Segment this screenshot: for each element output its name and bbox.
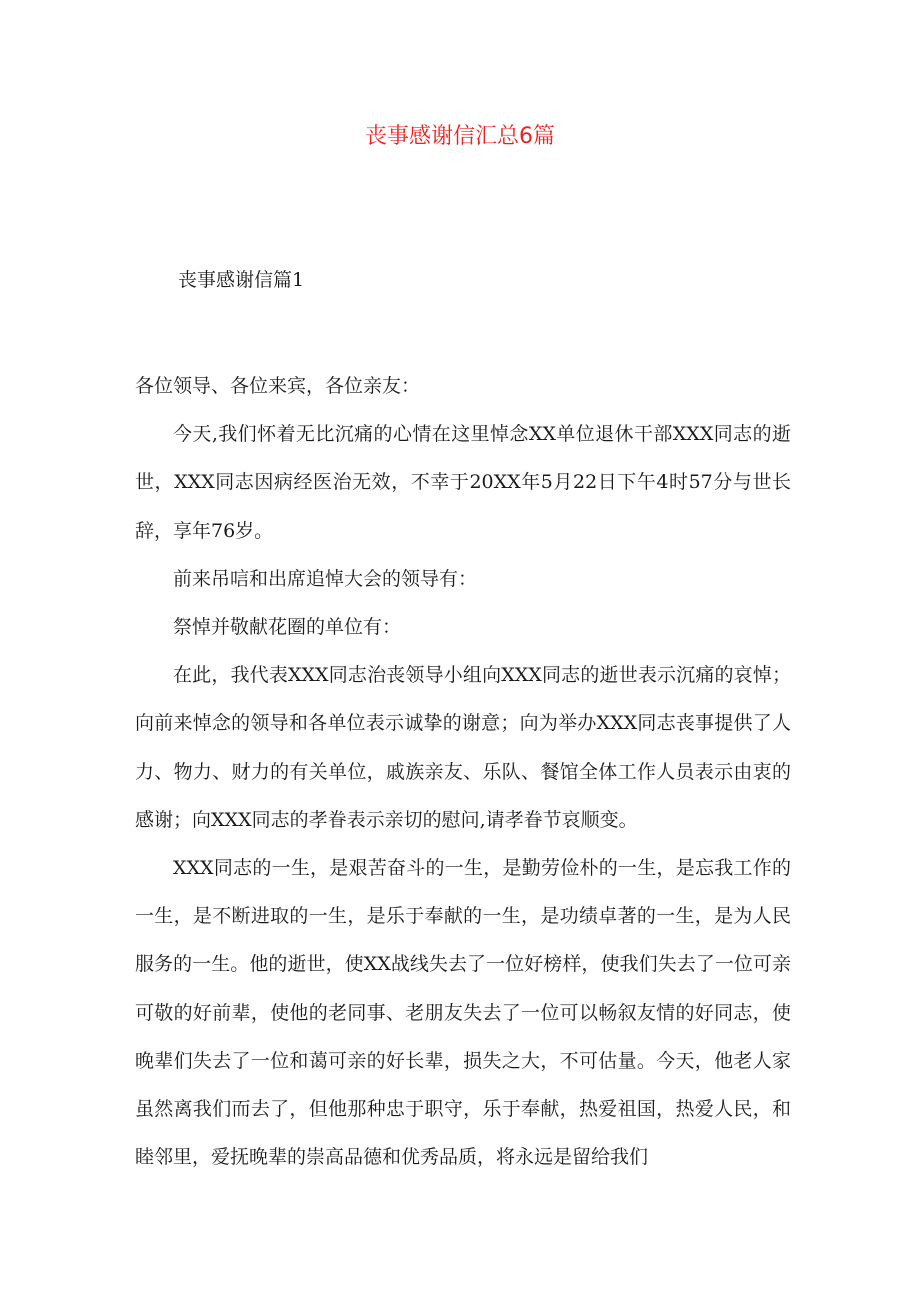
paragraph-5: XXX同志的一生，是艰苦奋斗的一生，是勤劳俭朴的一生，是忘我工作的一生，是不断进取的一生，是乐于奉献的一生，是功绩卓著的一生，是为人民服务的一生。他的逝世，使XX战线失去了一位好榜样，使我们失去了一位可亲可敬的好前辈，使他的老同事、老朋友失去了一位可以畅叙友情的好同志，使晚辈们失去了一位和蔼可亲的好长辈，损失之大，不可估量。今天，他老人家虽然离我们而去了，但他那种忠于职守，乐于奉献，热爱祖国，热爱人民，和睦邻里，爱抚晚辈的崇高品德和优秀品质，将永远是留给我们 bbox=[135, 857, 791, 1169]
salutation: 各位领导、各位来宾，各位亲友： bbox=[135, 375, 421, 397]
paragraph-1: 今天,我们怀着无比沉痛的心情在这里悼念XX单位退休干部XXX同志的逝世，XXX同志因病经医治无效，不幸于20XX年5月22日下午4时57分与世长辞，享年76岁。 bbox=[135, 423, 791, 542]
paragraph-3: 祭悼并敬献花圈的单位有： bbox=[173, 616, 402, 639]
document-title: 丧事感谢信汇总6篇 bbox=[365, 124, 555, 149]
document-body bbox=[135, 362, 791, 1181]
paragraph-2: 前来吊唁和出席追悼大会的领导有： bbox=[173, 567, 478, 590]
section-heading: 丧事感谢信篇1 bbox=[178, 269, 305, 291]
paragraph-4: 在此，我代表XXX同志治丧领导小组向XXX同志的逝世表示沉痛的哀悼；向前来悼念的领导和各单位表示诚挚的谢意；向为举办XXX同志丧事提供了人力、物力、财力的有关单位，戚族亲友、乐队、餐馆全体工作人员表示由衷的感谢；向XXX同志的孝眷表示亲切的慰问,请孝眷节哀顺变。 bbox=[135, 664, 791, 831]
